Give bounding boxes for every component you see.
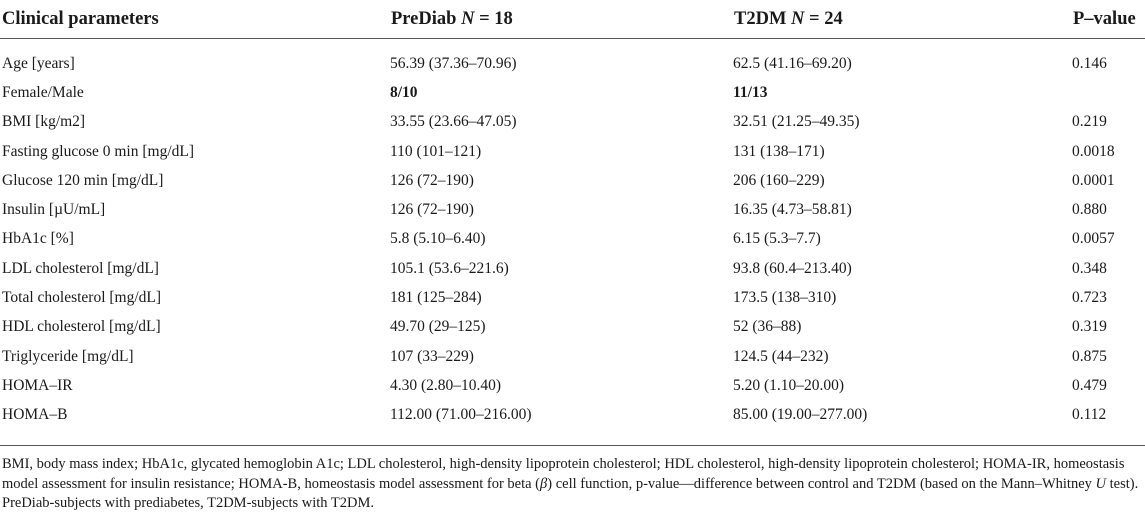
cell-p-value: 0.0018	[1072, 142, 1115, 160]
cell-parameter: Fasting glucose 0 min [mg/dL]	[2, 142, 195, 160]
cell-prediab: 112.00 (71.00–216.00)	[390, 406, 532, 424]
cell-prediab: 4.30 (2.80–10.40)	[390, 376, 502, 394]
cell-parameter: HOMA–IR	[2, 376, 73, 394]
table-row	[0, 401, 1145, 430]
cell-parameter: HbA1c [%]	[2, 230, 74, 248]
cell-prediab: 107 (33–229)	[390, 347, 474, 365]
cell-p-value: 0.479	[1072, 376, 1107, 394]
header-prediab-count: = 18	[474, 8, 513, 29]
table-body	[0, 39, 1145, 430]
header-prediab	[388, 0, 731, 39]
cell-t2dm: 62.5 (41.16–69.20)	[733, 54, 852, 72]
cell-p-value: 0.875	[1072, 347, 1107, 365]
cell-prediab: 110 (101–121)	[390, 142, 482, 160]
cell-p-value: 0.348	[1072, 259, 1107, 277]
table-row	[0, 166, 1145, 195]
cell-parameter: Age [years]	[2, 54, 75, 72]
footnote-text-2: ) cell function, p-value—difference between control and T2DM (based on the Mann–Whitney	[547, 475, 1096, 492]
cell-prediab: 56.39 (37.36–70.96)	[390, 54, 517, 72]
cell-t2dm: 93.8 (60.4–213.40)	[733, 259, 852, 277]
table-row	[0, 371, 1145, 400]
header-prediab-n: N	[461, 8, 475, 29]
cell-p-value: 0.880	[1072, 201, 1107, 219]
table-bottom-rule	[0, 445, 1145, 446]
header-t2dm-label: T2DM	[734, 8, 787, 29]
footnote-u: U	[1095, 475, 1107, 492]
header-t2dm-n: N	[791, 8, 805, 29]
cell-parameter: Total cholesterol [mg/dL]	[2, 289, 162, 307]
cell-t2dm: 11/13	[733, 83, 768, 101]
cell-prediab: 126 (72–190)	[390, 201, 474, 219]
cell-prediab: 49.70 (29–125)	[390, 318, 486, 336]
cell-prediab: 33.55 (23.66–47.05)	[390, 113, 517, 131]
cell-t2dm: 206 (160–229)	[733, 171, 825, 189]
cell-prediab: 181 (125–284)	[390, 289, 482, 307]
cell-t2dm: 173.5 (138–310)	[733, 289, 837, 307]
footnote-text-1: BMI, body mass index; HbA1c, glycated hemoglobin A1c; LDL cholesterol, high-density lipoprotein cholesterol; HDL cholesterol, high-density lipoprotein cholesterol; HOMA-IR, homeostasis model assessment for insulin resistance; HOMA-B, homeostasis model assessment for beta (	[2, 456, 1125, 492]
header-t2dm-count: = 24	[804, 8, 843, 29]
cell-prediab: 5.8 (5.10–6.40)	[390, 230, 486, 248]
cell-t2dm: 16.35 (4.73–58.81)	[733, 201, 852, 219]
table-footnote	[2, 455, 1142, 514]
table-row	[0, 137, 1145, 166]
cell-prediab: 126 (72–190)	[390, 171, 474, 189]
cell-prediab: 105.1 (53.6–221.6)	[390, 259, 509, 277]
cell-t2dm: 5.20 (1.10–20.00)	[733, 376, 845, 394]
table-header	[0, 0, 1145, 39]
cell-parameter: Female/Male	[2, 83, 84, 101]
cell-prediab: 8/10	[390, 83, 418, 101]
table-row	[0, 108, 1145, 137]
cell-t2dm: 32.51 (21.25–49.35)	[733, 113, 860, 131]
cell-p-value	[1070, 78, 1145, 107]
header-p-value: P–value	[1070, 0, 1145, 39]
cell-t2dm: 6.15 (5.3–7.7)	[733, 230, 821, 248]
cell-p-value: 0.146	[1072, 54, 1107, 72]
cell-parameter: HDL cholesterol [mg/dL]	[2, 318, 161, 336]
table-row	[0, 254, 1145, 283]
table-row	[0, 313, 1145, 342]
table-row	[0, 342, 1145, 371]
header-clinical-parameters: Clinical parameters	[0, 0, 388, 39]
cell-p-value: 0.219	[1072, 113, 1107, 131]
cell-t2dm: 52 (36–88)	[733, 318, 802, 336]
cell-parameter: LDL cholesterol [mg/dL]	[2, 259, 159, 277]
footnote-text-3: test). PreDiab-subjects with prediabetes, T2DM-subjects with T2DM.	[2, 475, 1139, 511]
table-row	[0, 39, 1145, 79]
header-row	[0, 0, 1145, 39]
header-prediab-label: PreDiab	[391, 8, 457, 29]
cell-p-value: 0.112	[1072, 406, 1107, 424]
cell-p-value: 0.319	[1072, 318, 1107, 336]
cell-p-value: 0.0057	[1072, 230, 1115, 248]
footnote-beta: β	[540, 475, 548, 492]
table-row	[0, 225, 1145, 254]
cell-parameter: Triglyceride [mg/dL]	[2, 347, 134, 365]
cell-t2dm: 124.5 (44–232)	[733, 347, 829, 365]
cell-parameter: HOMA–B	[2, 406, 68, 424]
cell-parameter: BMI [kg/m2]	[2, 113, 86, 131]
table-row	[0, 195, 1145, 224]
cell-parameter: Glucose 120 min [mg/dL]	[2, 171, 164, 189]
cell-p-value: 0.0001	[1072, 171, 1115, 189]
cell-t2dm: 85.00 (19.00–277.00)	[733, 406, 868, 424]
cell-t2dm: 131 (138–171)	[733, 142, 825, 160]
cell-p-value: 0.723	[1072, 289, 1107, 307]
table-row	[0, 78, 1145, 107]
cell-parameter: Insulin [µU/mL]	[2, 201, 106, 219]
table-row	[0, 283, 1145, 312]
header-t2dm	[731, 0, 1070, 39]
